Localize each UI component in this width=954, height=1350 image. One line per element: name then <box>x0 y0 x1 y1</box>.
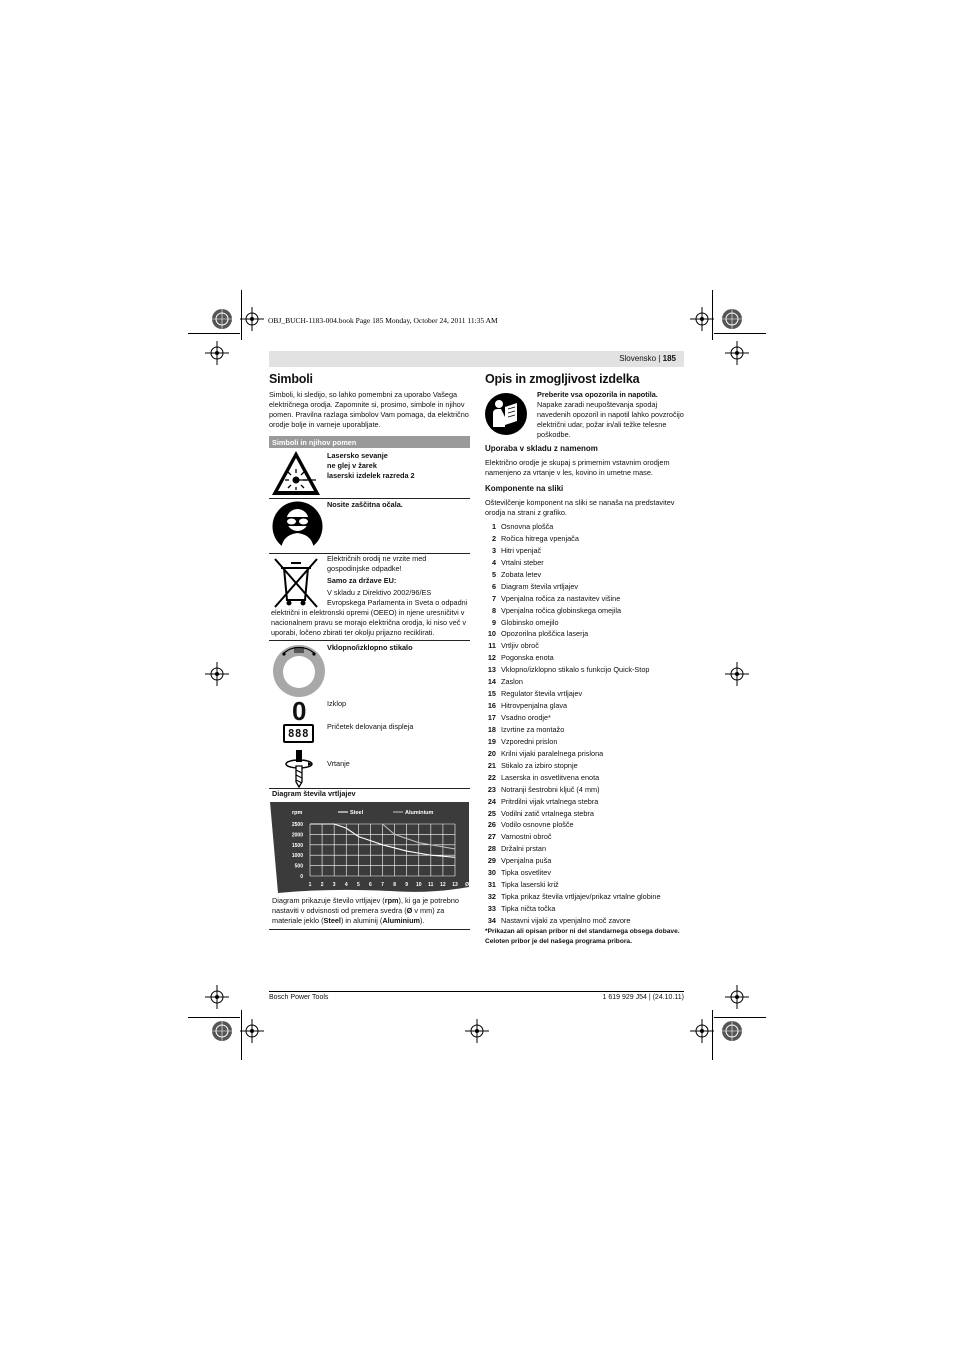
y-tick-label: 1000 <box>291 853 303 860</box>
component-label: Diagram števila vrtljajev <box>501 581 579 591</box>
footnote-line-2: Celoten pribor je del našega programa pribora. <box>485 937 632 945</box>
list-item <box>485 688 685 700</box>
x-tick-label: Ø <box>465 882 469 888</box>
list-item <box>485 628 685 640</box>
caption-steel: Steel <box>323 916 341 925</box>
crosshair-mark-icon <box>725 341 749 365</box>
header-language: Slovensko <box>619 354 657 363</box>
crosshair-mark-icon <box>205 341 229 365</box>
component-number: 26 <box>487 820 496 830</box>
component-label: Vsadno orodje* <box>501 713 551 722</box>
y-tick-label: 500 <box>294 863 303 870</box>
component-label: Varnostni obroč <box>501 832 552 842</box>
component-number: 34 <box>487 915 496 925</box>
registration-mark-icon <box>210 307 234 331</box>
component-number: 9 <box>491 617 496 627</box>
footer-rule <box>269 991 684 992</box>
weee-line-2: gospodinjske odpadke! <box>327 564 402 573</box>
page-header: Slovensko | 185 <box>619 354 676 363</box>
list-item <box>485 700 685 712</box>
caption-part-b: ), ki ga je potrebno nastaviti v odvisnosti od premera svedra ( <box>272 896 459 915</box>
component-number: 18 <box>487 724 496 734</box>
crosshair-mark-icon <box>690 307 714 331</box>
component-number: 8 <box>491 605 496 615</box>
component-label: Hitrovpenjalna glava <box>501 701 568 711</box>
component-number: 20 <box>487 748 496 758</box>
display-icon <box>283 724 314 743</box>
weee-eu-label: Samo za države EU: <box>327 576 397 585</box>
rpm-diagram <box>270 802 469 894</box>
caption-part-a: Diagram prikazuje število vrtljajev ( <box>272 896 385 905</box>
list-item <box>485 640 685 652</box>
x-tick-label: 5 <box>356 882 360 888</box>
product-description-title: Opis in zmogljivost izdelka <box>485 372 640 386</box>
component-number: 12 <box>487 653 496 663</box>
top-file-info: OBJ_BUCH-1183-004.book Page 185 Monday, October 24, 2011 11:35 AM <box>268 316 498 325</box>
list-item <box>485 569 685 581</box>
crosshair-mark-icon <box>205 662 229 686</box>
component-number: 27 <box>487 832 496 842</box>
footer-publisher: Bosch Power Tools <box>269 994 329 1001</box>
y-tick-label: 0 <box>300 874 303 880</box>
component-number: 17 <box>487 713 496 722</box>
component-label: Izvrtine za montažo <box>501 724 565 734</box>
component-number: 15 <box>487 689 496 699</box>
crosshair-mark-icon <box>240 307 264 331</box>
list-item <box>485 521 685 533</box>
footnote-line-1: *Prikazan ali opisan pribor ni del standarnega obsega dobave. <box>485 928 680 935</box>
warning-bold: Preberite vsa opozorila in napotila. <box>537 390 658 399</box>
component-number: 16 <box>487 701 496 711</box>
list-item <box>485 772 685 784</box>
list-item <box>485 843 685 855</box>
component-number: 2 <box>491 533 496 543</box>
switch-off-text: Izklop <box>327 699 347 708</box>
components-list <box>485 521 685 927</box>
simboli-title: Simboli <box>269 372 313 386</box>
caption-part-c: v mm) za materiale jeklo ( <box>272 906 445 925</box>
registration-mark-icon <box>720 307 744 331</box>
registration-mark-icon <box>210 1019 234 1043</box>
component-number: 22 <box>487 772 496 782</box>
warning-text <box>537 390 685 440</box>
laser-warning-icon <box>270 449 322 497</box>
crosshair-mark-icon <box>725 985 749 1009</box>
laser-line-2: ne glej v žarek <box>327 461 377 470</box>
list-item <box>485 557 685 569</box>
list-item <box>485 545 685 557</box>
component-number: 24 <box>487 796 496 806</box>
list-item <box>485 760 685 772</box>
component-label: Vklopno/izklopno stikalo s funkcijo Quick-Stop <box>501 665 650 675</box>
component-label: Nastavni vijaki za vpenjalno moč zavore <box>501 915 631 925</box>
component-number: 19 <box>487 736 496 746</box>
crosshair-mark-icon <box>240 1019 264 1043</box>
simboli-intro: Simboli, ki sledijo, so lahko pomembni za uporabo Vašega električnega orodja. Zapomnite si, prosimo, simbole in njihov pomen. Pravilna razlaga simbolov Vam pomaga, da električno orodje bolje in varneje uporabljate. <box>269 390 469 429</box>
component-label: Globinsko omejilo <box>501 617 559 627</box>
components-title: Komponente na sliki <box>485 484 564 493</box>
caption-part-d: ) in aluminij ( <box>340 916 383 925</box>
component-label: Vodilni zatič vrtalnega stebra <box>501 808 594 818</box>
laser-line-1: Lasersko sevanje <box>327 451 388 460</box>
list-item <box>485 676 685 688</box>
list-item <box>485 915 685 927</box>
x-tick-label: 9 <box>405 882 409 888</box>
component-label: Pogonska enota <box>501 653 554 663</box>
component-label: Zobata letev <box>501 569 542 579</box>
list-item <box>485 712 685 724</box>
switch-drilling-text: Vrtanje <box>327 759 350 768</box>
crosshair-mark-icon <box>690 1019 714 1043</box>
component-label: Krilni vijaki paralelnega prislona <box>501 748 604 758</box>
crosshair-mark-icon <box>465 1019 489 1043</box>
component-label: Stikalo za izbiro stopnje <box>501 760 578 770</box>
intended-use-title: Uporaba v skladu z namenom <box>485 444 598 453</box>
component-label: Vrtalni steber <box>501 557 544 567</box>
off-symbol: 0 <box>292 696 307 726</box>
list-item <box>485 581 685 593</box>
diagram-title: Diagram števila vrtljajev <box>272 789 356 798</box>
list-item <box>485 784 685 796</box>
crossed-out-bin-icon <box>272 556 320 610</box>
component-number: 1 <box>491 522 496 531</box>
component-number: 32 <box>487 892 496 902</box>
crosshair-mark-icon <box>205 985 229 1009</box>
component-label: Vodilo osnovne plošče <box>501 820 574 830</box>
component-number: 10 <box>487 629 496 639</box>
footnote <box>485 927 695 946</box>
laser-line-3: laserski izdelek razreda 2 <box>327 471 415 480</box>
component-label: Tipka ničta točka <box>501 904 556 913</box>
component-label: Regulator števila vrtljajev <box>501 689 583 699</box>
list-item <box>485 593 685 605</box>
component-label: Vpenjalna ročica globinskega omejila <box>501 605 622 615</box>
list-item <box>485 736 685 748</box>
component-label: Držalni prstan <box>501 844 547 854</box>
list-item <box>485 533 685 545</box>
component-number: 28 <box>487 844 496 854</box>
component-label: Notranji šestrobni ključ (4 mm) <box>501 784 600 794</box>
list-item <box>485 724 685 736</box>
legend-label: Aluminium <box>405 810 434 816</box>
goggles-text: Nosite zaščitna očala. <box>327 500 403 509</box>
safety-goggles-icon <box>272 501 323 552</box>
list-item <box>485 617 685 629</box>
x-tick-label: 4 <box>344 882 348 888</box>
weee-text-b: Evropskega Parlamenta in Sveta o odpadni <box>327 598 468 607</box>
caption-aluminium: Aluminium <box>382 916 421 925</box>
component-label: Laserska in osvetlitvena enota <box>501 772 600 782</box>
weee-text-c: električni in elektronski opremi (OEEO) in njene uresničitvi v nacionalnem pravu se morajo električna orodja, ki niso več v uporabi, ločeno zbirati ter okolju prijazno reciklirati. <box>271 608 467 637</box>
component-label: Pritrdilni vijak vrtalnega stebra <box>501 796 599 806</box>
list-item <box>485 831 685 843</box>
component-number: 5 <box>491 569 496 579</box>
component-label: Vzporedni prislon <box>501 736 558 746</box>
x-tick-label: 1 <box>308 882 312 888</box>
component-label: Hitri vpenjač <box>501 545 542 555</box>
x-tick-label: 3 <box>332 882 336 888</box>
crosshair-mark-icon <box>725 662 749 686</box>
list-item <box>485 652 685 664</box>
component-number: 6 <box>491 581 496 591</box>
footer-document-number: 1 619 929 J54 | (24.10.11) <box>602 994 684 1001</box>
caption-part-e: ). <box>420 916 425 925</box>
list-item <box>485 891 685 903</box>
x-tick-label: 8 <box>393 882 396 888</box>
component-number: 11 <box>488 641 496 651</box>
caption-rpm: rpm <box>384 896 399 905</box>
x-tick-label: 10 <box>415 882 422 888</box>
list-item <box>485 855 685 867</box>
component-number: 31 <box>487 880 496 890</box>
switch-display-text: Pričetek delovanja displeja <box>327 722 414 731</box>
on-off-switch-ring-icon <box>272 644 326 698</box>
component-label: Tipka prikaz števila vrtljajev/prikaz vrtalne globine <box>501 892 661 902</box>
component-number: 29 <box>487 856 496 866</box>
component-label: Vpenjalna ročica za nastavitev višine <box>501 593 621 603</box>
component-number: 4 <box>491 557 496 567</box>
laser-text <box>327 451 415 481</box>
x-tick-label: 2 <box>320 882 324 888</box>
component-number: 3 <box>491 545 496 555</box>
read-manual-icon <box>485 393 527 435</box>
list-item <box>485 903 685 915</box>
weee-text-a: V skladu z Direktivo 2002/96/ES <box>327 588 432 597</box>
component-number: 23 <box>487 784 496 794</box>
symbols-table-header-label: Simboli in njihov pomen <box>272 438 357 447</box>
component-number: 21 <box>487 760 496 770</box>
component-label: Vpenjalna puša <box>501 856 552 866</box>
intended-use-text: Električno orodje je skupaj s primernim vstavnim orodjem namenjeno za vrtanje v les, kovino in umetne mase. <box>485 458 670 477</box>
component-label: Tipka osvetlitev <box>501 868 552 878</box>
x-tick-label: 13 <box>452 882 458 888</box>
legend-label: Steel <box>350 810 364 816</box>
display-digits: 888 <box>287 727 310 740</box>
y-tick-label: 1500 <box>291 842 303 849</box>
component-label: Tipka laserski križ <box>501 880 559 890</box>
y-tick-label: 2500 <box>291 822 303 828</box>
component-number: 30 <box>487 868 496 878</box>
list-item <box>485 664 685 676</box>
x-tick-label: 12 <box>440 882 446 888</box>
component-number: 13 <box>487 665 496 675</box>
chart-ylabel: rpm <box>292 810 303 816</box>
list-item <box>485 808 685 820</box>
x-tick-label: 7 <box>381 882 384 888</box>
warning-rest: Napake zaradi neupoštevanja spodaj navedenih opozoril in napotil lahko povzročijo električni udar, požar in/ali težke telesne poškodbe. <box>537 400 684 439</box>
page-number: 185 <box>662 354 676 363</box>
weee-line-1: Električnih orodij ne vrzite med <box>327 554 427 563</box>
x-tick-label: 11 <box>428 882 434 888</box>
component-number: 14 <box>487 677 496 687</box>
component-label: Vrtljiv obroč <box>501 641 539 651</box>
list-item <box>485 796 685 808</box>
component-label: Opozorilna ploščica laserja <box>501 629 589 639</box>
list-item <box>485 748 685 760</box>
x-tick-label: 6 <box>369 882 372 888</box>
component-number: 33 <box>487 904 496 913</box>
component-number: 7 <box>491 593 496 603</box>
registration-mark-icon <box>720 1019 744 1043</box>
caption-diameter: Ø <box>406 906 413 915</box>
symbols-table-header <box>269 436 470 448</box>
component-label: Ročica hitrega vpenjača <box>501 533 579 543</box>
component-label: Zaslon <box>501 677 523 687</box>
diagram-caption <box>272 896 468 926</box>
component-number: 25 <box>487 808 496 818</box>
drilling-icon <box>284 750 314 788</box>
list-item <box>485 879 685 891</box>
components-intro: Oštevilčenje komponent na sliki se nanaša na predstavitev orodja na strani z grafiko. <box>485 498 675 517</box>
page-header-bar <box>269 351 684 367</box>
list-item <box>485 605 685 617</box>
component-label: Osnovna plošča <box>501 522 554 531</box>
switch-title: Vklopno/izklopno stikalo <box>327 643 413 652</box>
y-tick-label: 2000 <box>291 832 303 839</box>
list-item <box>485 867 685 879</box>
list-item <box>485 819 685 831</box>
